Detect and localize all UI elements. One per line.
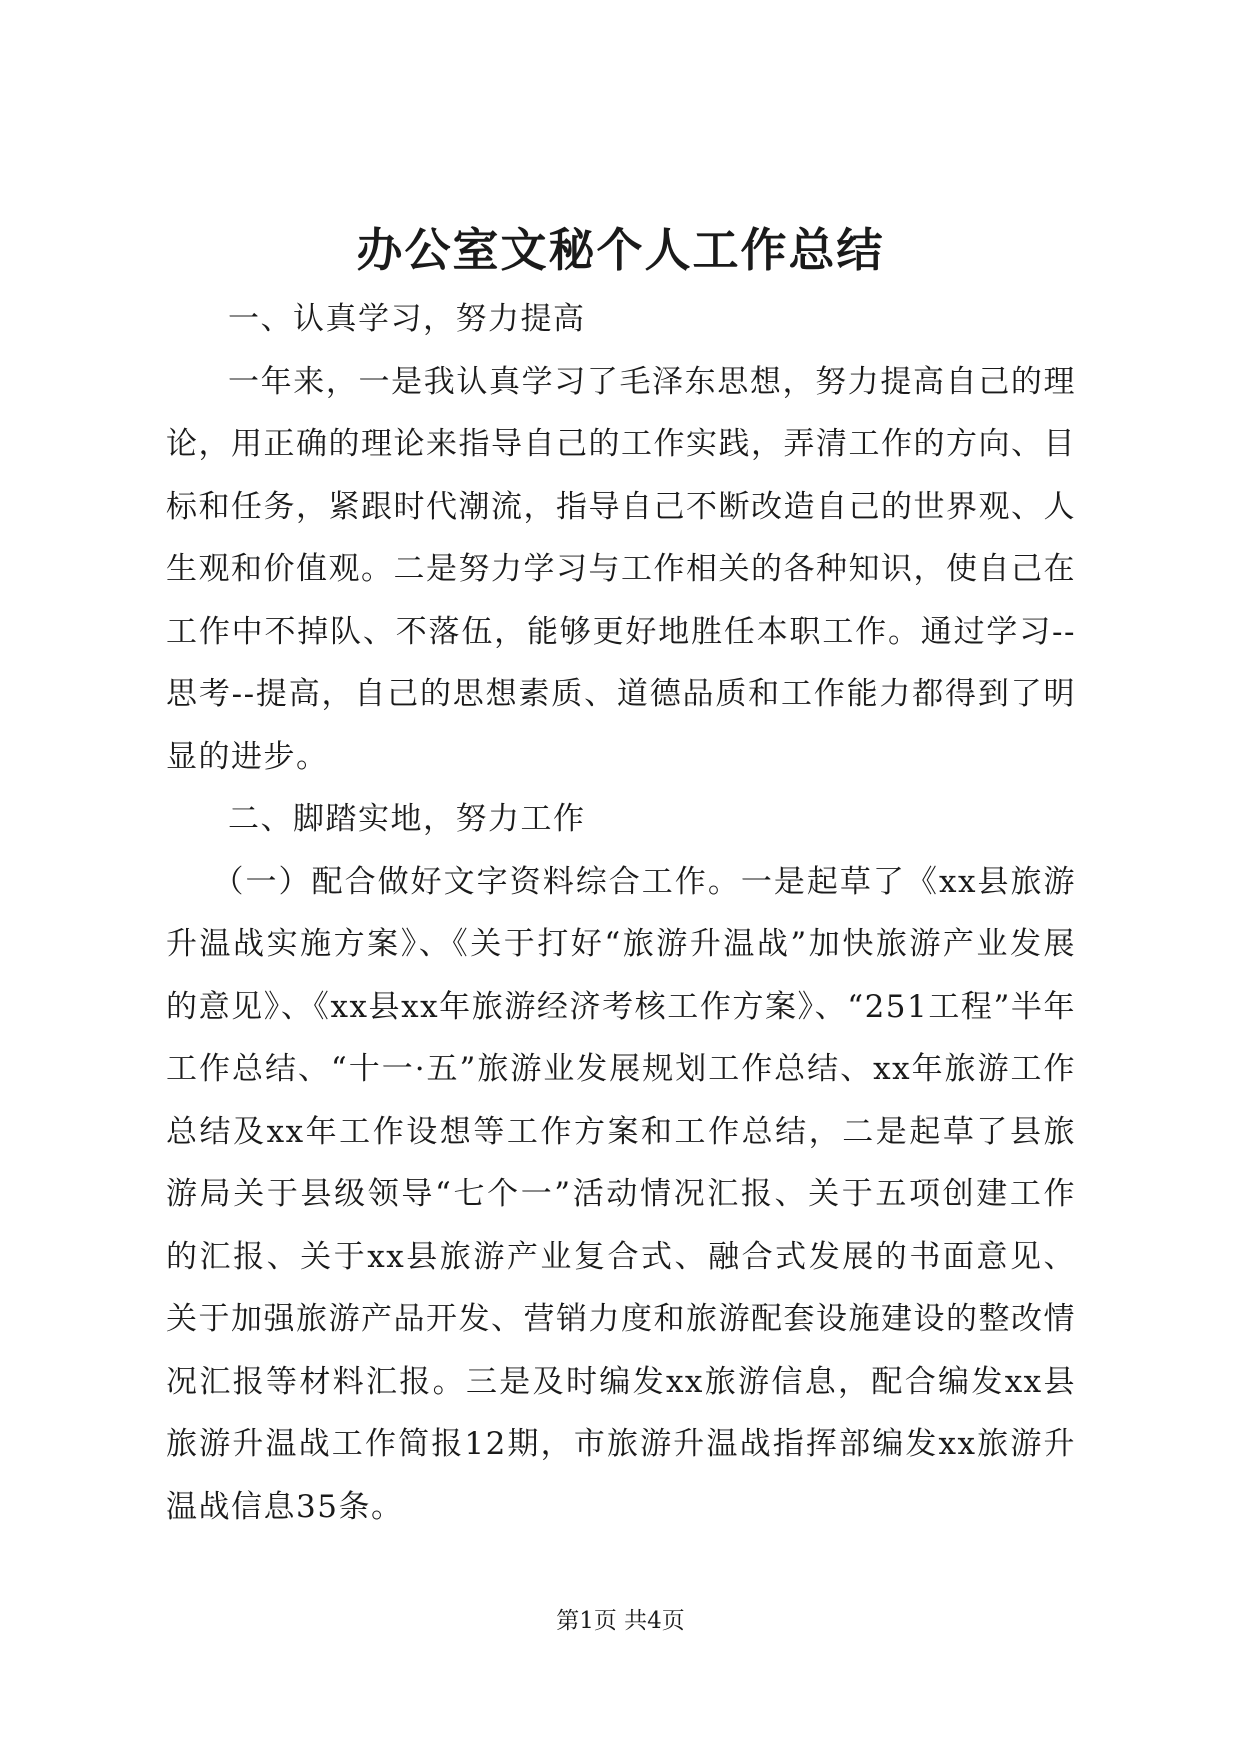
document-title: 办公室文秘个人工作总结 (356, 223, 885, 277)
section-heading-1: 一、认真学习，努力提高 (228, 301, 586, 337)
document-body (166, 288, 1076, 1538)
paragraph-study: 一年来，一是我认真学习了毛泽东思想，努力提高自己的理论，用正确的理论来指导自己的工作实践，弄清工作的方向、目标和任务，紧跟时代潮流，指导自己不断改造自己的世界观、人生观和价值观。二是努力学习与工作相关的各种知识，使自己在工作中不掉队、不落伍，能够更好地胜任本职工作。通过学习--思考--提高，自己的思想素质、道德品质和工作能力都得到了明显的进步。 (166, 363, 1076, 775)
paragraph-writing-work: （一）配合做好文字资料综合工作。一是起草了《xx县旅游升温战实施方案》、《关于打好“旅游升温战”加快旅游产业发展的意见》、《xx县xx年旅游经济考核工作方案》、“251工程”半年工作总结、“十一·五”旅游业发展规划工作总结、xx年旅游工作总结及xx年工作设想等工作方案和工作总结，二是起草了县旅游局关于县级领导“七个一”活动情况汇报、关于五项创建工作的汇报、关于xx县旅游产业复合式、融合式发展的书面意见、关于加强旅游产品开发、营销力度和旅游配套设施建设的整改情况汇报等材料汇报。三是及时编发xx旅游信息，配合编发xx县旅游升温战工作简报12期，市旅游升温战指挥部编发xx旅游升温战信息35条。 (166, 863, 1076, 1525)
page-footer: 第1页 共4页 (556, 1608, 685, 1634)
section-heading-2: 二、脚踏实地，努力工作 (228, 801, 586, 837)
